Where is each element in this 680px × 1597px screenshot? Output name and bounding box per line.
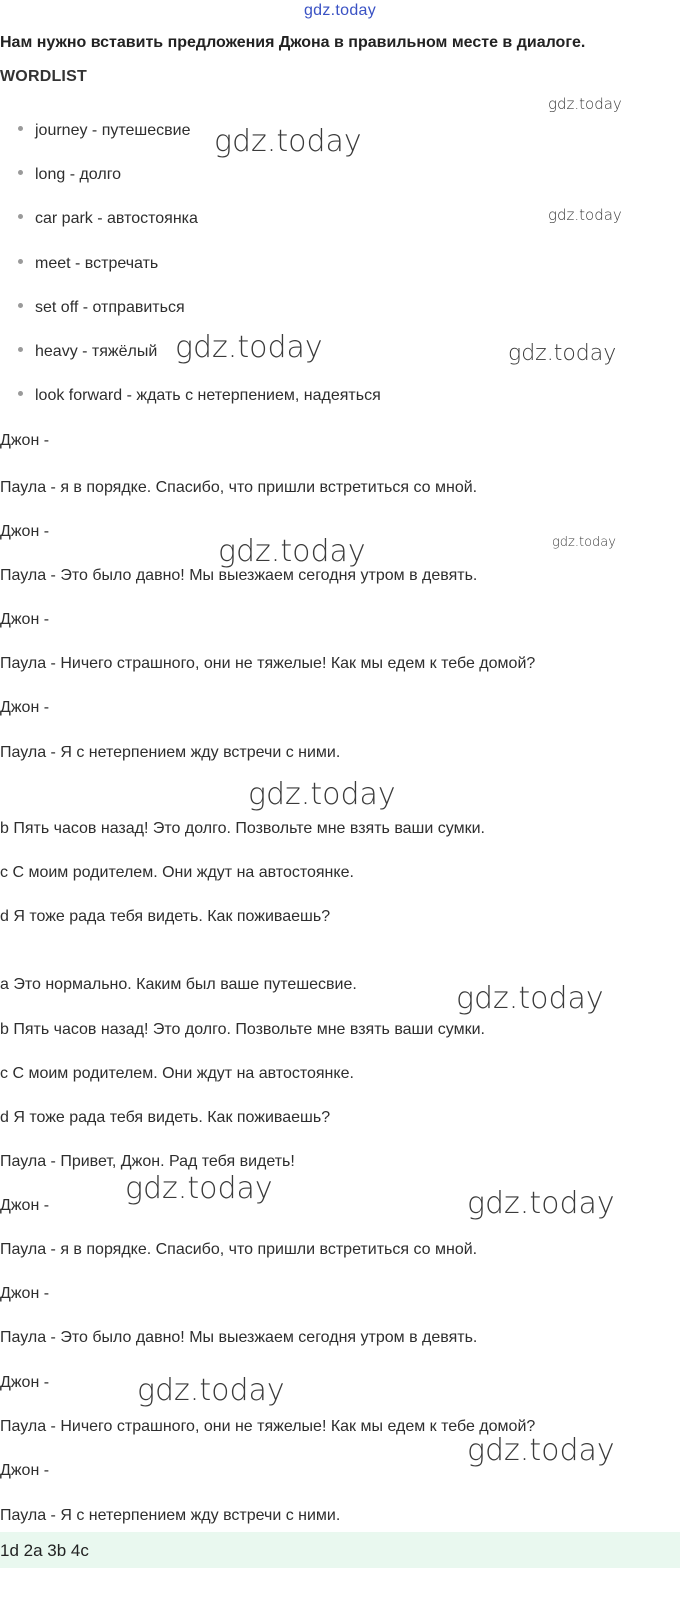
wordlist-item: long - долго [18,166,121,184]
wordlist-item: look forward - ждать с нетерпением, надеяться [18,387,381,405]
bullet-icon [18,391,23,396]
wordlist-heading: WORDLIST [0,68,87,85]
watermark: gdz.today [548,95,622,113]
watermark: gdz.today [467,1186,615,1221]
watermark: gdz.today [175,330,323,365]
option-line: b Пять часов назад! Это долго. Позвольте мне взять ваши сумки. [0,1021,485,1038]
watermark: gdz.today [248,777,396,812]
wordlist-item: car park - автостоянка [18,210,198,228]
dialogue-line: Джон - [0,1197,50,1214]
wordlist-item: journey - путешесвие [18,122,190,140]
bullet-icon [18,126,23,131]
bullet-icon [18,347,23,352]
dialogue-line: Джон - [0,611,50,628]
bullet-icon [18,170,23,175]
watermark: gdz.today [508,341,617,366]
site-header-link[interactable]: gdz.today [303,2,377,19]
dialogue-line: Паула - Привет, Джон. Рад тебя видеть! [0,1153,295,1170]
option-line: d Я тоже рада тебя видеть. Как поживаешь? [0,908,331,925]
bullet-icon [18,259,23,264]
option-line: c С моим родителем. Они ждут на автостоянке. [0,864,354,881]
wordlist-item: set off - отправиться [18,299,185,317]
dialogue-line: Джон - [0,523,50,540]
dialogue-line: Паула - я в порядке. Спасибо, что пришли встретиться со мной. [0,479,478,496]
option-line: d Я тоже рада тебя видеть. Как поживаешь? [0,1109,331,1126]
bullet-icon [18,303,23,308]
watermark: gdz.today [548,206,622,224]
watermark: gdz.today [552,535,616,550]
dialogue-line: Джон - [0,1285,50,1302]
answer-text: 1d 2a 3b 4c [0,1541,89,1560]
dialogue-line: Паула - Это было давно! Мы выезжаем сегодня утром в девять. [0,1329,478,1346]
option-line: a Это нормально. Каким был ваше путешесвие. [0,976,357,993]
dialogue-line: Джон - [0,1462,50,1479]
answer-bar [0,1532,680,1568]
bullet-icon [18,214,23,219]
dialogue-line: Паула - Я с нетерпением жду встречи с ними. [0,744,341,761]
watermark: gdz.today [467,1433,615,1468]
dialogue-line: Паула - Это было давно! Мы выезжаем сегодня утром в девять. [0,567,478,584]
option-line: c С моим родителем. Они ждут на автостоянке. [0,1065,354,1082]
dialogue-line: Джон - [0,432,50,449]
dialogue-line: Паула - Ничего страшного, они не тяжелые! Как мы едем к тебе домой? [0,655,536,672]
watermark: gdz.today [137,1373,285,1408]
dialogue-line: Джон - [0,1374,50,1391]
option-line: b Пять часов назад! Это долго. Позвольте мне взять ваши сумки. [0,820,485,837]
dialogue-line: Паула - я в порядке. Спасибо, что пришли встретиться со мной. [0,1241,478,1258]
wordlist-item: meet - встречать [18,255,158,273]
dialogue-line: Паула - Ничего страшного, они не тяжелые! Как мы едем к тебе домой? [0,1418,536,1435]
watermark: gdz.today [456,981,604,1016]
dialogue-line: Паула - Я с нетерпением жду встречи с ними. [0,1507,341,1524]
dialogue-line: Джон - [0,699,50,716]
watermark: gdz.today [125,1171,273,1206]
task-instruction: Нам нужно вставить предложения Джона в правильном месте в диалоге. [0,34,586,51]
wordlist-item: heavy - тяжёлый [18,343,157,361]
watermark: gdz.today [218,534,366,569]
watermark: gdz.today [214,124,362,159]
